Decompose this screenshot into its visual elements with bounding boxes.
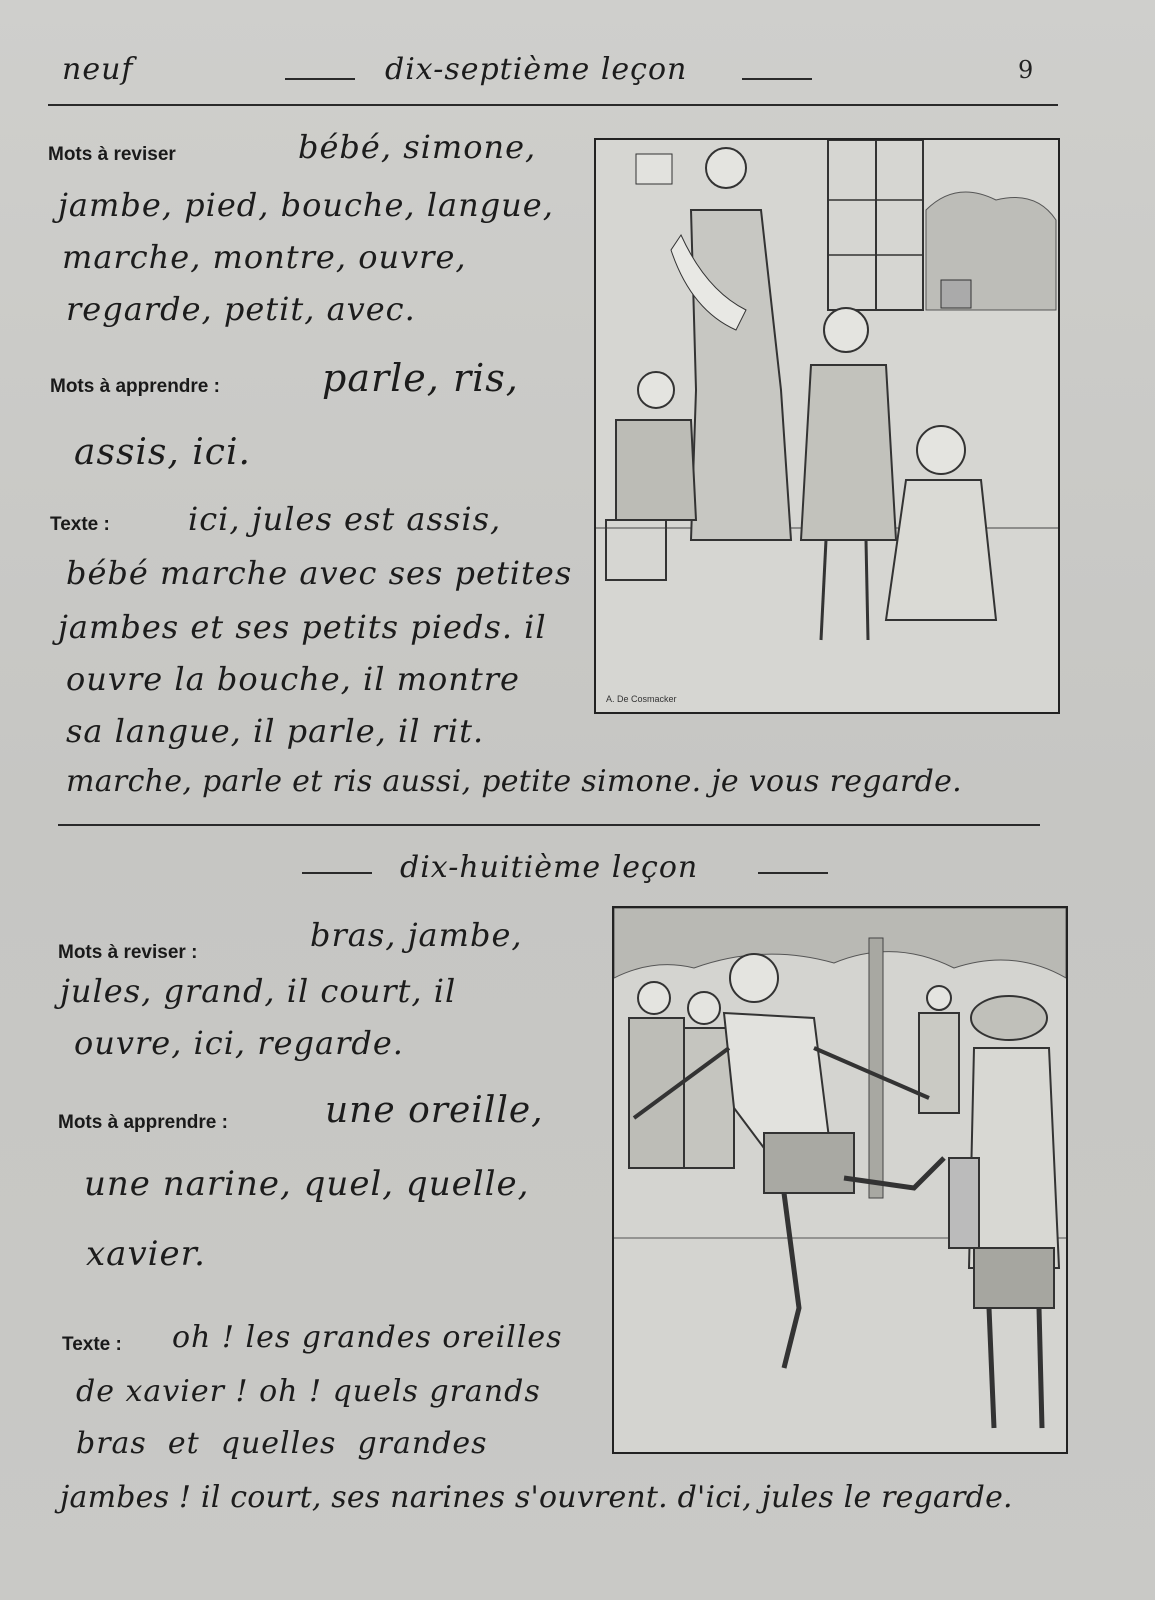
l17-text-label: Texte : (50, 514, 110, 535)
l18-learn-line-3: xavier. (86, 1234, 206, 1274)
lesson17-title: dix-septième leçon (385, 52, 688, 87)
illustration-signature: A. De Cosmacker (606, 694, 677, 704)
l17-learn-line-1: parle, ris, (322, 356, 519, 400)
l18-learn-label: Mots à apprendre : (58, 1112, 228, 1133)
family-scene-drawing (596, 140, 1058, 712)
l17-text-line-4: ouvre la bouche, il montre (66, 660, 520, 698)
l18-review-line-1: bras, jambe, (310, 916, 523, 954)
l17-text-line-3: jambes et ses petits pieds. il (58, 608, 547, 646)
l17-text-line-1: ici, jules est assis, (188, 500, 502, 538)
l17-learn-line-2: assis, ici. (74, 432, 251, 473)
l18-dash-left (302, 872, 372, 874)
l18-review-label: Mots à reviser : (58, 942, 198, 963)
header-rule (48, 104, 1058, 106)
running-boy-drawing (614, 908, 1066, 1452)
header-left: neuf (62, 52, 134, 87)
l17-review-label: Mots à reviser (48, 144, 176, 165)
l18-text-label: Texte : (62, 1334, 122, 1355)
l18-text-line-2: de xavier ! oh ! quels grands (76, 1374, 541, 1409)
l17-text-line-2: bébé marche avec ses petites (66, 554, 573, 592)
l17-review-line-2: jambe, pied, bouche, langue, (58, 186, 554, 224)
l18-review-line-3: ouvre, ici, regarde. (74, 1024, 404, 1062)
l17-review-line-1: bébé, simone, (298, 128, 537, 166)
lesson18-title: dix-huitième leçon (400, 850, 699, 885)
l18-learn-line-2: une narine, quel, quelle, (84, 1164, 530, 1204)
l17-review-line-3: marche, montre, ouvre, (62, 238, 467, 276)
l18-text-line-3: bras et quelles grandes (76, 1426, 488, 1461)
l18-review-line-2: jules, grand, il court, il (60, 972, 457, 1010)
l17-text-line-6: marche, parle et ris aussi, petite simone. je vous regarde. (66, 764, 962, 799)
l18-learn-line-1: une oreille, (325, 1090, 544, 1131)
header-dash-left (285, 78, 355, 80)
l17-learn-label: Mots à apprendre : (50, 376, 220, 397)
header-dash-right (742, 78, 812, 80)
lesson18-illustration (612, 906, 1068, 1454)
lesson17-illustration (594, 138, 1060, 714)
l18-text-line-4: jambes ! il court, ses narines s'ouvrent. d'ici, jules le regarde. (60, 1480, 1013, 1515)
lesson-separator (58, 824, 1040, 826)
page-number: 9 (1018, 56, 1034, 84)
l18-dash-right (758, 872, 828, 874)
l17-text-line-5: sa langue, il parle, il rit. (66, 712, 485, 750)
l17-review-line-4: regarde, petit, avec. (66, 290, 416, 328)
l18-text-line-1: oh ! les grandes oreilles (172, 1320, 563, 1355)
